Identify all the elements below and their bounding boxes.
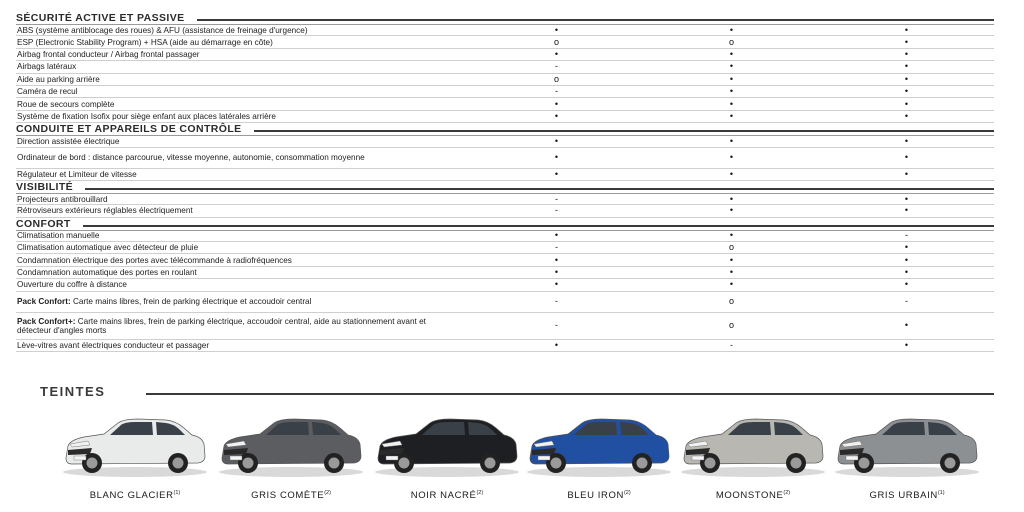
feature-label: [16, 341, 436, 350]
table-row: [16, 242, 994, 254]
availability-mark: •: [729, 267, 734, 278]
availability-mark: •: [904, 279, 909, 290]
feature-label: [16, 280, 436, 289]
table-row: [16, 61, 994, 73]
table-row: [16, 267, 994, 279]
availability-mark: •: [554, 98, 559, 109]
sedan-icon: [524, 406, 674, 480]
feature-label: [16, 153, 436, 162]
availability-mark: -: [555, 242, 558, 253]
car-color-name: [524, 490, 674, 501]
color-label: BLEU IRON: [567, 490, 624, 502]
availability-mark: •: [904, 254, 909, 265]
availability-mark: •: [554, 339, 559, 350]
availability-mark: •: [729, 152, 734, 163]
availability-mark: •: [554, 230, 559, 241]
color-footnote: (1): [937, 490, 945, 496]
car-swatch: [372, 406, 522, 480]
availability-mark: •: [729, 205, 734, 216]
feature-label: [16, 231, 436, 240]
feature-label: [16, 26, 436, 35]
car-color-name: [216, 490, 366, 501]
color-footnote: (2): [476, 490, 484, 496]
car-color-name: [60, 490, 210, 501]
feature-text: Airbags latéraux: [17, 62, 77, 72]
feature-label: [16, 243, 436, 252]
availability-mark: •: [904, 48, 909, 59]
table-row: [16, 86, 994, 98]
feature-text: Climatisation manuelle: [17, 231, 100, 241]
color-footnote: (2): [324, 490, 331, 496]
table-row: [16, 230, 994, 242]
car-color-name: [678, 490, 828, 501]
availability-mark: -: [730, 339, 733, 350]
availability-mark: •: [904, 98, 909, 109]
section-rule: [197, 19, 994, 21]
feature-text: Condamnation automatique des portes en roulant: [17, 268, 197, 278]
availability-mark: -: [555, 320, 558, 331]
availability-mark: •: [904, 205, 909, 216]
feature-label: [16, 100, 436, 109]
feature-text: Lève-vitres avant électriques conducteur et passager: [17, 340, 210, 350]
availability-mark: -: [905, 296, 908, 307]
availability-mark: -: [555, 61, 558, 72]
availability-mark: -: [555, 193, 558, 204]
feature-text: Aide au parking arrière: [17, 74, 100, 84]
availability-mark: o: [728, 296, 734, 307]
color-footnote: (2): [783, 490, 791, 496]
availability-mark: •: [904, 61, 909, 72]
feature-label: [16, 256, 436, 265]
availability-mark: •: [729, 86, 734, 97]
availability-mark: •: [729, 110, 734, 121]
availability-mark: •: [729, 48, 734, 59]
car-color-name: [832, 490, 982, 501]
availability-mark: -: [555, 205, 558, 216]
feature-label: [16, 50, 436, 59]
availability-mark: •: [554, 24, 559, 35]
section-rule: [254, 130, 994, 132]
feature-text: Rétroviseurs extérieurs réglables électriquement: [17, 206, 193, 216]
table-row: [16, 279, 994, 291]
feature-text: Carte mains libres, frein de parking électrique et accoudoir central: [70, 297, 312, 307]
availability-mark: •: [904, 267, 909, 278]
section-rule: [85, 188, 994, 190]
availability-mark: •: [729, 193, 734, 204]
feature-text: Carte mains libres, frein de parking électrique, accoudoir central, aide au stationnement avant et détecteur d'angles morts: [17, 316, 426, 335]
availability-mark: •: [729, 73, 734, 84]
section-title: CONDUITE ET APPAREILS DE CONTRÔLE: [16, 123, 242, 136]
table-row: [16, 169, 994, 181]
table-row: [16, 205, 994, 217]
availability-mark: •: [554, 135, 559, 146]
car-swatch: [524, 406, 674, 480]
color-label: NOIR NACRÉ: [410, 490, 477, 502]
spec-section: [16, 181, 994, 218]
colors-title: TEINTES: [40, 384, 106, 399]
car-swatch: [60, 406, 210, 480]
table-row: [16, 111, 994, 123]
feature-text: Caméra de recul: [17, 87, 78, 97]
car-swatch: [832, 406, 982, 480]
availability-mark: •: [729, 254, 734, 265]
section-title: SÉCURITÉ ACTIVE ET PASSIVE: [16, 12, 185, 24]
color-label: GRIS COMÈTE: [251, 490, 325, 502]
availability-mark: •: [729, 24, 734, 35]
availability-mark: •: [729, 279, 734, 290]
section-header: [16, 123, 994, 135]
feature-text: ABS (système antiblocage des roues) & AFU (assistance de freinage d'urgence): [17, 25, 308, 35]
availability-mark: •: [729, 98, 734, 109]
availability-mark: -: [555, 86, 558, 97]
table-row: [16, 148, 994, 169]
availability-mark: •: [904, 242, 909, 253]
sedan-icon: [216, 406, 366, 480]
feature-label: [16, 268, 436, 277]
availability-mark: •: [729, 168, 734, 179]
availability-mark: -: [905, 230, 908, 241]
feature-label: [16, 38, 436, 47]
feature-label: [16, 62, 436, 71]
availability-mark: o: [728, 242, 734, 253]
spec-section: [16, 218, 994, 352]
feature-text: Ouverture du coffre à distance: [17, 280, 127, 290]
table-row: [16, 340, 994, 352]
sedan-icon: [832, 406, 982, 480]
feature-text: Système de fixation Isofix pour siège enfant aux places latérales arrière: [17, 111, 276, 121]
availability-mark: •: [904, 193, 909, 204]
availability-mark: •: [554, 152, 559, 163]
feature-text: Airbag frontal conducteur / Airbag frontal passager: [17, 49, 200, 59]
availability-mark: •: [904, 168, 909, 179]
availability-mark: •: [904, 152, 909, 163]
feature-label: [16, 137, 436, 146]
feature-label: [16, 170, 436, 179]
availability-mark: •: [554, 279, 559, 290]
availability-mark: •: [729, 230, 734, 241]
section-title: VISIBILITÉ: [16, 180, 74, 193]
availability-mark: •: [904, 24, 909, 35]
feature-label: [16, 112, 436, 121]
availability-mark: •: [554, 110, 559, 121]
feature-text: Régulateur et Limiteur de vitesse: [17, 169, 137, 179]
availability-mark: o: [553, 36, 559, 47]
availability-mark: •: [904, 36, 909, 47]
car-swatch: [216, 406, 366, 480]
color-footnote: (1): [173, 490, 181, 496]
colors-title-rule: [146, 393, 994, 395]
color-label: MOONSTONE: [715, 490, 784, 502]
sedan-icon: [372, 406, 522, 480]
car-swatch: [678, 406, 828, 480]
availability-mark: •: [729, 61, 734, 72]
table-row: [16, 98, 994, 110]
availability-mark: o: [728, 36, 734, 47]
colors-section: [0, 380, 1024, 512]
availability-mark: o: [728, 320, 734, 331]
section-header: [16, 181, 994, 193]
feature-label: [16, 297, 436, 306]
availability-mark: •: [904, 320, 909, 331]
feature-label: [16, 87, 436, 96]
availability-mark: •: [554, 254, 559, 265]
color-label: GRIS URBAIN: [869, 490, 938, 502]
feature-text: ESP (Electronic Stability Program) + HSA (aide au démarrage en côte): [17, 37, 273, 47]
table-row: [16, 254, 994, 266]
availability-mark: •: [904, 110, 909, 121]
feature-text: Condamnation électrique des portes avec télécommande à radiofréquences: [17, 255, 292, 265]
feature-pack-name: Pack Confort:: [17, 297, 71, 307]
sedan-icon: [678, 406, 828, 480]
section-header: [16, 12, 994, 24]
table-row: [16, 74, 994, 86]
feature-text: Projecteurs antibrouillard: [17, 194, 108, 204]
spec-section: [16, 123, 994, 181]
feature-label: [16, 195, 436, 204]
color-label: BLANC GLACIER: [89, 490, 174, 502]
availability-mark: •: [904, 86, 909, 97]
availability-mark: •: [554, 267, 559, 278]
feature-text: Ordinateur de bord : distance parcourue, vitesse moyenne, autonomie, consommation moyenne: [17, 153, 365, 163]
spec-section: [16, 12, 994, 123]
section-rule: [83, 225, 994, 227]
table-row: [16, 36, 994, 48]
sedan-icon: [60, 406, 210, 480]
availability-mark: •: [554, 48, 559, 59]
table-row: [16, 193, 994, 205]
availability-mark: •: [729, 135, 734, 146]
table-row: [16, 49, 994, 61]
feature-label: [16, 206, 436, 215]
availability-mark: •: [554, 168, 559, 179]
feature-text: Roue de secours complète: [17, 99, 115, 109]
feature-label: [16, 75, 436, 84]
color-footnote: (2): [623, 490, 631, 496]
availability-mark: •: [904, 339, 909, 350]
section-header: [16, 218, 994, 230]
section-title: CONFORT: [16, 217, 71, 230]
table-row: [16, 135, 994, 147]
car-color-name: [372, 490, 522, 501]
feature-pack-name: Pack Confort+:: [17, 316, 76, 326]
availability-mark: -: [555, 296, 558, 307]
table-row: [16, 313, 994, 340]
table-row: [16, 292, 994, 313]
feature-text: Direction assistée électrique: [17, 136, 120, 146]
table-row: [16, 24, 994, 36]
feature-text: Climatisation automatique avec détecteur de pluie: [17, 243, 199, 253]
feature-label: [16, 317, 436, 335]
availability-mark: •: [904, 135, 909, 146]
availability-mark: •: [904, 73, 909, 84]
availability-mark: o: [553, 73, 559, 84]
equipment-table: [16, 12, 994, 352]
